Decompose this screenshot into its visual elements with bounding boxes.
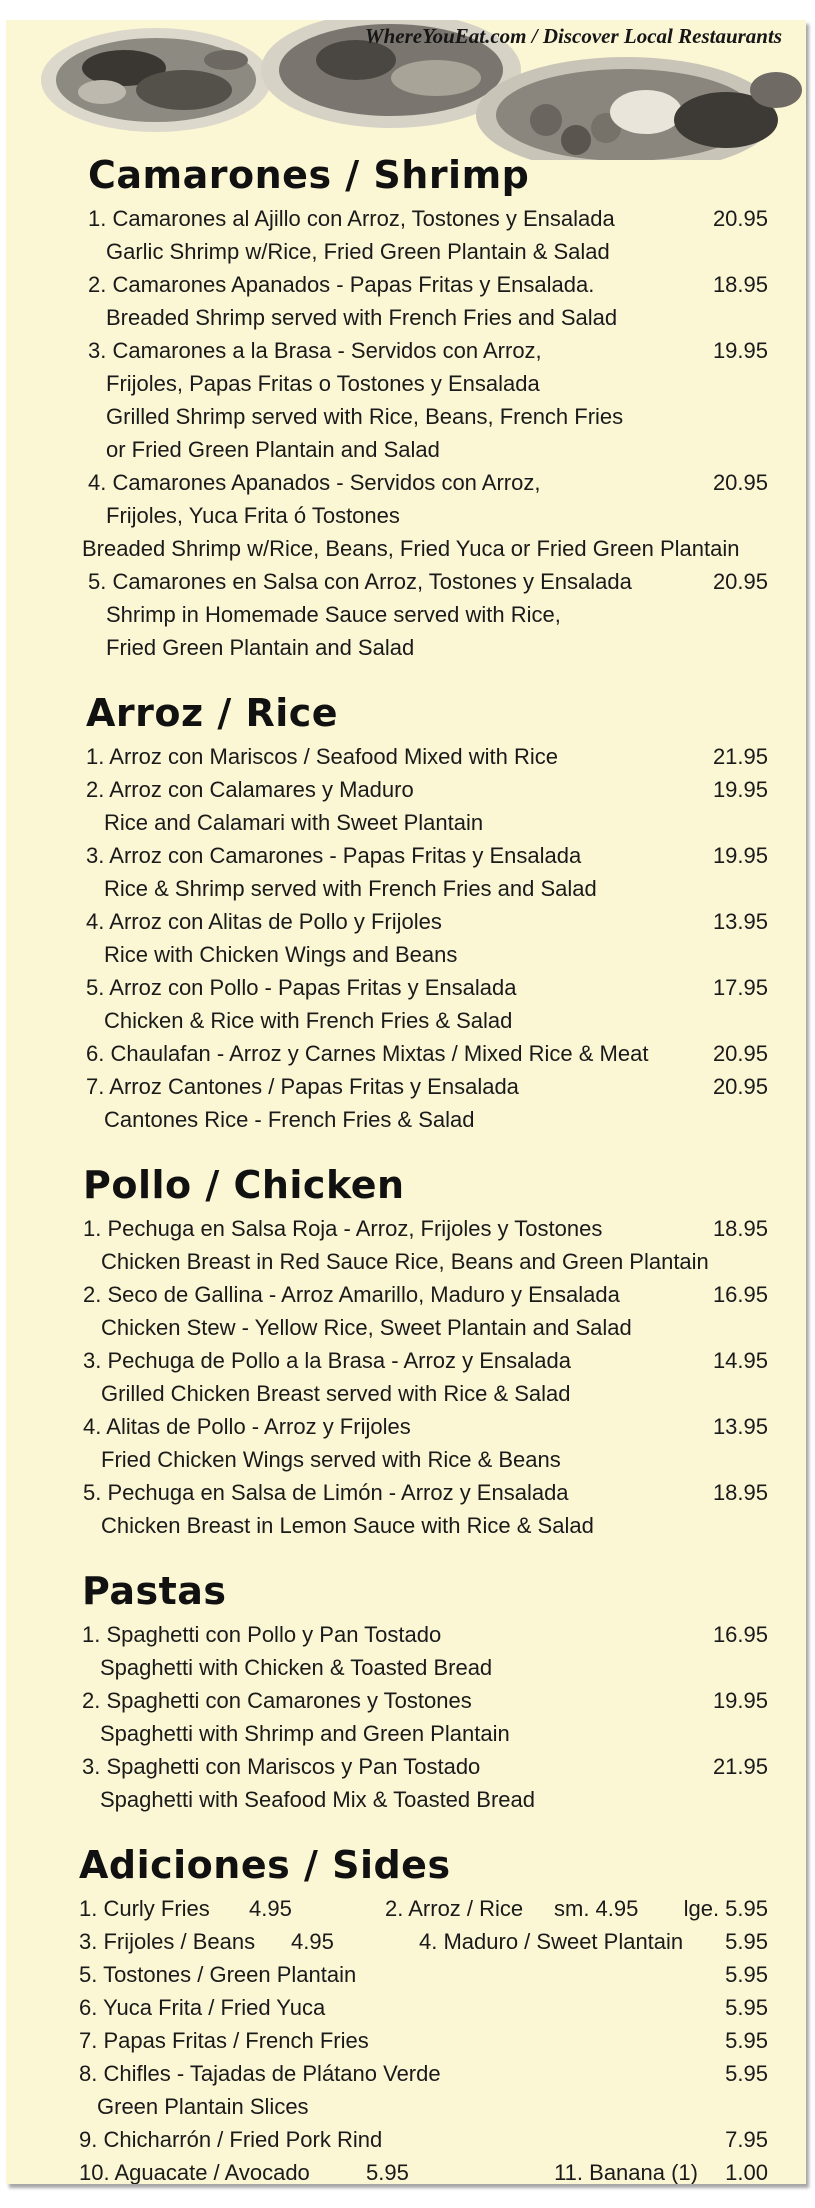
menu-item: 5. Camarones en Salsa con Arroz, Tostones y Ensalada Shrimp in Homemade Sauce served with Rice, Fried Green Plantain and Salad 20.95 [88, 565, 796, 664]
menu-item: 5. Arroz con Pollo - Papas Fritas y Ensalada Chicken & Rice with French Fries & Salad 17.95 [86, 971, 796, 1037]
menu-item: 2. Seco de Gallina - Arroz Amarillo, Maduro y Ensalada Chicken Stew - Yellow Rice, Sweet Plantain and Salad 16.95 [83, 1278, 796, 1344]
item-price: 21.95 [712, 1754, 768, 1779]
section-pastas [6, 1564, 796, 1816]
item-price: 18.95 [712, 272, 768, 297]
menu-item: 1. Arroz con Mariscos / Seafood Mixed with Rice 21.95 [86, 740, 796, 773]
menu-content [6, 148, 796, 2184]
menu-page [6, 20, 806, 2184]
item-price: 19.95 [712, 843, 768, 868]
menu-item: 2. Spaghetti con Camarones y Tostones Spaghetti with Shrimp and Green Plantain 19.95 [82, 1684, 796, 1750]
item-price: 20.95 [712, 470, 768, 495]
side-item: 6. Yuca Frita / Fried Yuca 5.95 [79, 1995, 768, 2020]
section-sides [6, 1838, 796, 2184]
item-price: 20.95 [712, 569, 768, 594]
item-price: 13.95 [712, 1414, 768, 1439]
menu-item: 4. Camarones Apanados - Servidos con Arroz, Frijoles, Yuca Frita ó Tostones Breaded Shrimp w/Rice, Beans, Fried Yuca or Fried Green Plantain 20.95 [88, 466, 796, 565]
side-item: 5. Tostones / Green Plantain 5.95 [79, 1962, 768, 1987]
side-item: 10. Aguacate / Avocado 5.95 11. Banana (1) 1.00 [79, 2160, 768, 2184]
menu-item: 6. Chaulafan - Arroz y Carnes Mixtas / Mixed Rice & Meat 20.95 [86, 1037, 796, 1070]
side-item: 3. Frijoles / Beans 4.95 4. Maduro / Sweet Plantain 5.95 [79, 1929, 768, 1954]
section-title-chicken: Pollo / Chicken [83, 1163, 405, 1207]
menu-item: 2. Camarones Apanados - Papas Fritas y Ensalada. Breaded Shrimp served with French Fries and Salad 18.95 [88, 268, 796, 334]
section-title-sides: Adiciones / Sides [79, 1843, 451, 1887]
menu-item: 7. Arroz Cantones / Papas Fritas y Ensalada Cantones Rice - French Fries & Salad 20.95 [86, 1070, 796, 1136]
item-price: 17.95 [712, 975, 768, 1000]
menu-item: 5. Pechuga en Salsa de Limón - Arroz y Ensalada Chicken Breast in Lemon Sauce with Rice & Salad 18.95 [83, 1476, 796, 1542]
menu-item: 4. Alitas de Pollo - Arroz y Frijoles Fried Chicken Wings served with Rice & Beans 13.95 [83, 1410, 796, 1476]
side-item-sub: Green Plantain Slices [97, 2094, 309, 2119]
section-title-rice: Arroz / Rice [86, 691, 339, 735]
menu-item: 1. Pechuga en Salsa Roja - Arroz, Frijoles y Tostones Chicken Breast in Red Sauce Rice, Beans and Green Plantain 18.95 [83, 1212, 796, 1278]
item-price: 20.95 [712, 1041, 768, 1066]
item-price: 13.95 [712, 909, 768, 934]
menu-item: 3. Spaghetti con Mariscos y Pan Tostado Spaghetti with Seafood Mix & Toasted Bread 21.95 [82, 1750, 796, 1816]
item-price: 16.95 [712, 1282, 768, 1307]
side-item: 9. Chicharrón / Fried Pork Rind 7.95 [79, 2127, 768, 2152]
item-price: 19.95 [712, 1688, 768, 1713]
item-price: 18.95 [712, 1216, 768, 1241]
section-chicken [6, 1158, 796, 1542]
side-item: 7. Papas Fritas / French Fries 5.95 [79, 2028, 768, 2053]
side-item: 8. Chifles - Tajadas de Plátano Verde 5.95 [79, 2061, 768, 2086]
menu-item: 1. Spaghetti con Pollo y Pan Tostado Spaghetti with Chicken & Toasted Bread 16.95 [82, 1618, 796, 1684]
menu-item: 2. Arroz con Calamares y Maduro Rice and Calamari with Sweet Plantain 19.95 [86, 773, 796, 839]
menu-item: 3. Camarones a la Brasa - Servidos con Arroz, Frijoles, Papas Fritas o Tostones y Ensalada Grilled Shrimp served with Rice, Beans, French Fries or Fried Green Plantain and Salad 19.95 [88, 334, 796, 466]
section-title-pastas: Pastas [82, 1569, 227, 1613]
site-watermark: WhereYouEat.com / Discover Local Restaurants [364, 24, 782, 48]
item-price: 19.95 [712, 338, 768, 363]
menu-item: 1. Camarones al Ajillo con Arroz, Tostones y Ensalada Garlic Shrimp w/Rice, Fried Green Plantain & Salad 20.95 [88, 202, 796, 268]
item-price: 19.95 [712, 777, 768, 802]
section-title-shrimp: Camarones / Shrimp [88, 153, 530, 197]
item-price: 18.95 [712, 1480, 768, 1505]
section-rice [6, 686, 796, 1136]
item-price: 21.95 [712, 744, 768, 769]
menu-item: 3. Arroz con Camarones - Papas Fritas y Ensalada Rice & Shrimp served with French Fries and Salad 19.95 [86, 839, 796, 905]
menu-item: 3. Pechuga de Pollo a la Brasa - Arroz y Ensalada Grilled Chicken Breast served with Rice & Salad 14.95 [83, 1344, 796, 1410]
item-price: 16.95 [712, 1622, 768, 1647]
item-price: 20.95 [712, 1074, 768, 1099]
item-price: 14.95 [712, 1348, 768, 1373]
side-item: 1. Curly Fries 4.95 2. Arroz / Rice sm. 4.95 lge. 5.95 [79, 1896, 768, 1921]
item-price: 20.95 [712, 206, 768, 231]
section-shrimp [6, 148, 796, 664]
menu-item: 4. Arroz con Alitas de Pollo y Frijoles Rice with Chicken Wings and Beans 13.95 [86, 905, 796, 971]
